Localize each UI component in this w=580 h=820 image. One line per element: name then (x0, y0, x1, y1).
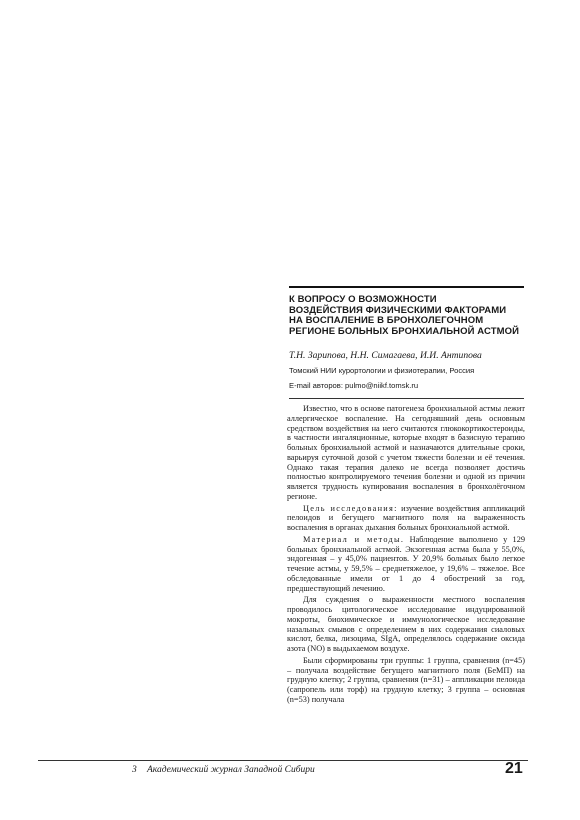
footer-rule (38, 760, 528, 761)
title-line-4: РЕГИОНЕ БОЛЬНЫХ БРОНХИАЛЬНОЙ АСТМОЙ (289, 325, 520, 337)
article-affiliation: Томский НИИ курортологии и физиотерапии, Россия (289, 366, 475, 375)
title-top-rule (289, 286, 524, 288)
paragraph-aim (287, 504, 525, 533)
paragraph-methods (287, 535, 525, 594)
header-separator-rule (289, 398, 524, 399)
aim-lead: Цель исследования: (303, 503, 398, 513)
article-email: E-mail авторов: pulmo@niikf.tomsk.ru (289, 381, 419, 390)
page-number: 21 (505, 760, 523, 777)
methods-text: Наблюдение выполнено у 129 больных бронхиальной астмой. Экзогенная астма была у 55,0%, эндогенная – у 45,0% пациентов. У 20,9% больных было легкое течение астмы, у 59,5% – среднетяжелое, у 19,6% – тяжелое. Все обследованные имели от 1 до 4 обострений за год, предшествующий лечению. (287, 534, 525, 593)
article-authors: Т.Н. Зарипова, Н.Н. Симагаева, И.И. Антипова (289, 350, 482, 361)
article-title (289, 295, 529, 337)
paragraph-assessment: Для суждения о выраженности местного воспаления проводилось цитологическое исследование индуцированной мокроты, биохимическое и иммунологическое исследование назальных смывов с определением в них содержания сиаловых кислот, белка, лизоцима, SIgA, определялось содержание оксида азота (NO) в выдыхаемом воздухе. (287, 595, 525, 653)
methods-lead: Материал и методы. (303, 534, 405, 544)
article-body (287, 404, 525, 750)
title-line-1: К ВОПРОСУ О ВОЗМОЖНОСТИ (289, 294, 437, 305)
title-line-3: НА ВОСПАЛЕНИЕ В БРОНХОЛЕГОЧНОМ (289, 315, 484, 326)
footer-journal-name: Академический журнал Западной Сибири (147, 765, 315, 775)
footer-issue-number: 3 (132, 765, 137, 775)
paragraph-intro: Известно, что в основе патогенеза бронхиальной астмы лежит аллергическое воспаление. На сегодняшний день основным средством воздействия на него считаются глюкокортикостероиды, в частности ингаляционные, которые входят в базисную терапию больных бронхиальной астмой и назначаются длительные сроки, варьируя суточной дозой с учетом тяжести болезни и её течения. Однако такая терапия далеко не всегда позволяет достичь полностью контролируемого течения болезни и одной из причин является трудность купирования воспаления в бронхолёгочном регионе. (287, 404, 525, 501)
title-line-2: ВОЗДЕЙСТВИЯ ФИЗИЧЕСКИМИ ФАКТОРАМИ (289, 304, 507, 316)
paragraph-groups: Были сформированы три группы: 1 группа, сравнения (n=45) – получала воздействие бегущего магнитного поля (БеМП) на грудную клетку; 2 группа, сравнения (n=31) – аппликации пелоида (сапропель или торф) на грудную клетку; 3 группа – основная (n=53) получала (287, 655, 525, 704)
aim-text: изучение воздействия аппликаций пелоидов и бегущего магнитного поля на выраженность воспаления в органах дыхания больных бронхиальной астмой. (287, 503, 525, 532)
